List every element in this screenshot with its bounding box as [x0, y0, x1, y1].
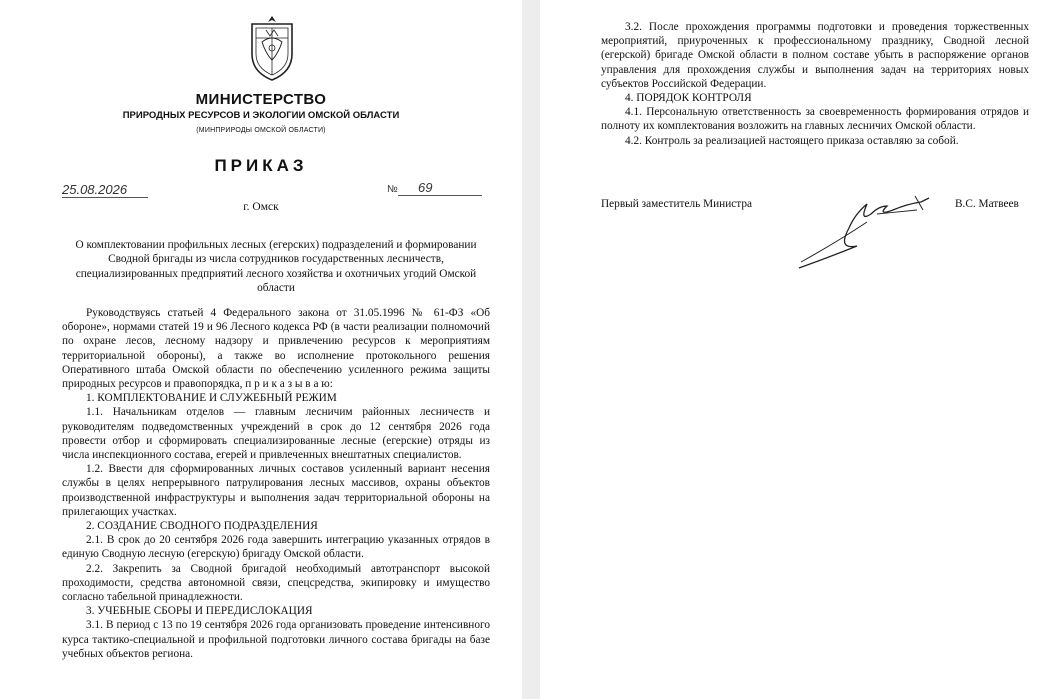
- ministry-title: МИНИСТЕРСТВО: [195, 91, 327, 108]
- order-number: 69: [398, 180, 482, 196]
- paragraph-1-1: 1.1. Начальникам отделов — главным лесничим районных лесничеств и руководителям подведомственных учреждений в срок до 12 сентября 2026 года провести отбор и сформировать специализированные лесные (егерские) отряды из числа инспекционного состава, егерей и привлеченных внештатных специалистов.: [62, 406, 490, 462]
- paragraph-2-1: 2.1. В срок до 20 сентября 2026 года завершить интеграцию указанных отрядов в единую Сводную лесную (егерскую) бригаду Омской области.: [62, 534, 490, 561]
- order-number-label: №: [387, 184, 398, 195]
- coat-of-arms-icon: [244, 14, 300, 82]
- ministry-subtitle: ПРИРОДНЫХ РЕСУРСОВ И ЭКОЛОГИИ ОМСКОЙ ОБЛАСТИ: [122, 110, 400, 121]
- preamble-paragraph: Руководствуясь статьей 4 Федерального закона от 31.05.1996 № 61-ФЗ «Об обороне», нормами статей 19 и 96 Лесного кодекса РФ (в части реализации полномочий по охране лесов, лесному надзору и привлечению ресурсов к мероприятиям территориальной обороны), а также во исполнение протокольного решения Оперативного штаба Омской области по обеспечению усиленного режима защиты природных ресурсов и правопорядка, п р и к а з ы в а ю:: [62, 307, 490, 391]
- section-heading-2: 2. СОЗДАНИЕ СВОДНОГО ПОДРАЗДЕЛЕНИЯ: [86, 520, 318, 533]
- paragraph-3-2: 3.2. После прохождения программы подготовки и проведения торжественных мероприятий, приуроченных к профессиональному празднику, Сводной лесной (егерской) бригаде Омской области в полном составе убыть в распоряжение органов управления для прохождения службы и выполнения задач на территориях новых субъектов Российской Федерации.: [601, 21, 1029, 90]
- city-label: г. Омск: [243, 201, 279, 213]
- section-heading-1: 1. КОМПЛЕКТОВАНИЕ И СЛУЖЕБНЫЙ РЕЖИМ: [86, 392, 337, 405]
- paragraph-1-2: 1.2. Ввести для сформированных личных составов усиленный вариант несения службы в целях непрерывного патрулирования лесных массивов, охраны объектов производственной инфраструктуры и выполнения задач территориальной обороны на прилегающих участках.: [62, 463, 490, 518]
- paragraph-4-2: 4.2. Контроль за реализацией настоящего приказа оставляю за собой.: [625, 134, 959, 147]
- paragraph-3-1: 3.1. В период с 13 по 19 сентября 2026 года организовать проведение интенсивного курса тактико-специальной и профильной подготовки личного состава бригады на базе учебных объектов региона.: [62, 619, 490, 660]
- paragraph-2-2: 2.2. Закрепить за Сводной бригадой необходимый автотранспорт высокой проходимости, средства автономной связи, спецсредства, экипировку и имущество согласно табельной принадлежности.: [62, 562, 490, 604]
- document-page-left: [0, 0, 522, 699]
- document-type-title: ПРИКАЗ: [214, 156, 308, 175]
- order-body-right: [601, 20, 1029, 148]
- section-heading-4: 4. ПОРЯДОК КОНТРОЛЯ: [625, 92, 752, 105]
- ministry-short-name: (МИНПРИРОДЫ ОМСКОЙ ОБЛАСТИ): [196, 127, 326, 134]
- paragraph-4-1: 4.1. Персональную ответственность за своевременность формирования отрядов и полноту их комплектования возложить на главных лесничих Омской области.: [601, 106, 1029, 133]
- order-subject: О комплектовании профильных лесных (егерских) подразделений и формировании Сводной бригады из числа сотрудников государственных лесничеств, специализированных предприятий лесного хозяйства и охотничьих угодий Омской области: [75, 239, 477, 294]
- section-heading-3: 3. УЧЕБНЫЕ СБОРЫ И ПЕРЕДИСЛОКАЦИЯ: [86, 605, 313, 618]
- signer-role: Первый заместитель Министра: [601, 198, 753, 210]
- order-date: 25.08.2026: [62, 182, 148, 198]
- signer-name: В.С. Матвеев: [955, 198, 1019, 210]
- order-body-left: [62, 306, 490, 661]
- handwritten-signature: [797, 192, 937, 272]
